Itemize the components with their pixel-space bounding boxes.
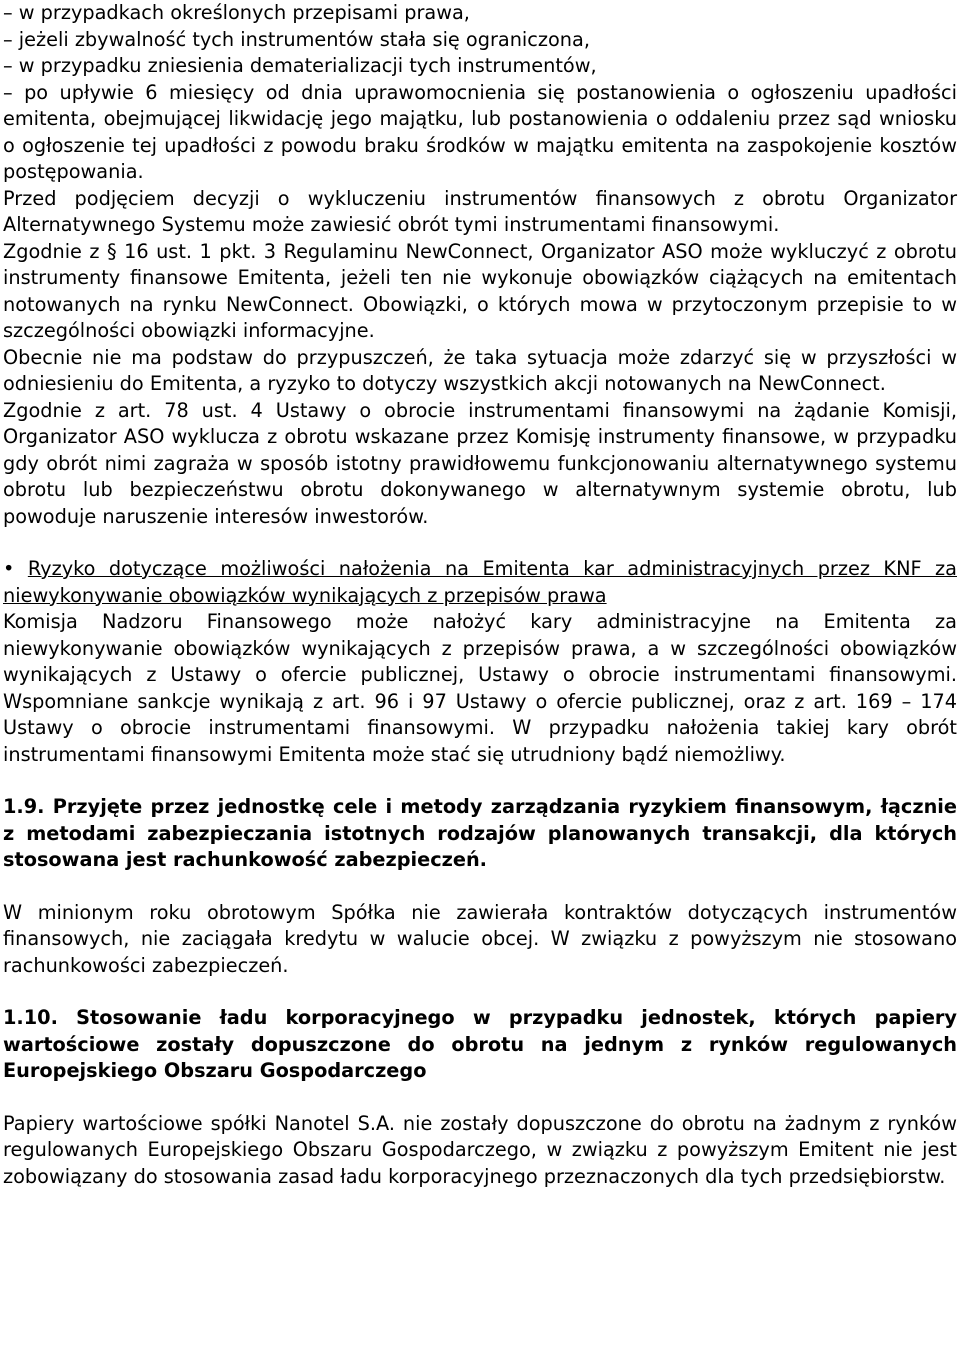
list-item: – jeżeli zbywalność tych instrumentów stała się ograniczona, [3, 27, 590, 51]
paragraph-assessment: Obecnie nie ma podstaw do przypuszczeń, że taka sytuacja może zdarzyć się w przyszłości w odniesieniu do Emitenta, a ryzyko to dotyczy wszystkich akcji notowanych na NewConnect. [3, 345, 957, 395]
spacer [3, 768, 957, 794]
list-item: – po upływie 6 miesięcy od dnia uprawomocnienia się postanowienia o ogłoszeniu upadłości emitenta, obejmującej likwidację jego majątku, lub postanowienia o oddaleniu przez sąd wniosku o ogłoszenie tej upadłości z powodu braku środków w majątku emitenta na zaspokojenie kosztów postępowania. [3, 80, 957, 183]
paragraph-regulation: Zgodnie z § 16 ust. 1 pkt. 3 Regulaminu NewConnect, Organizator ASO może wykluczyć z obrotu instrumenty finansowe Emitenta, jeżeli ten nie wykonuje obowiązków ciążących na emitentach notowanych na rynku NewConnect. Obowiązki, o których mowa w przytoczonym przepisie to w szczególności obowiązki informacyjne. [3, 239, 957, 342]
list-item: – w przypadku zniesienia dematerializacji tych instrumentów, [3, 54, 597, 77]
spacer [3, 979, 957, 1005]
section-heading-1-9: 1.9. Przyjęte przez jednostkę cele i metody zarządzania ryzykiem finansowym, łącznie z metodami zabezpieczania istotnych rodzajów planowanych transakcji, dla których stosowana jest rachunkowość zabezpieczeń. [3, 795, 957, 871]
spacer [3, 530, 957, 556]
spacer [3, 1085, 957, 1111]
list-item: – w przypadkach określonych przepisami prawa, [3, 1, 470, 24]
section-body-1-9: W minionym roku obrotowym Spółka nie zawierała kontraktów dotyczących instrumentów finansowych, nie zaciągała kredytu w walucie obcej. W związku z powyższym nie stosowano rachunkowości zabezpieczeń. [3, 900, 957, 977]
section-body-1-10: Papiery wartościowe spółki Nanotel S.A. nie zostały dopuszczone do obrotu na żadnym z rynków regulowanych Europejskiego Obszaru Gospodarczego, w związku z powyższym Emitent nie jest zobowiązany do stosowania zasad ładu korporacyjnego przeznaczonych dla tych przedsiębiorstw. [3, 1111, 957, 1188]
paragraph-act: Zgodnie z art. 78 ust. 4 Ustawy o obrocie instrumentami finansowymi na żądanie Komisji, Organizator ASO wyklucza z obrotu wskazane przez Komisję instrumenty finansowe, w przypadku gdy obrót nimi zagraża w sposób istotny prawidłowemu funkcjonowaniu alternatywnego systemu obrotu lub bezpieczeństwu obrotu dokonywanego w alternatywnym systemie obrotu, lub powoduje naruszenie interesów inwestorów. [3, 398, 957, 528]
risk-title [3, 556, 957, 609]
bullet-icon: • [3, 557, 15, 580]
paragraph-suspension: Przed podjęciem decyzji o wykluczeniu instrumentów finansowych z obrotu Organizator Alternatywnego Systemu może zawiesić obrót tymi instrumentami finansowymi. [3, 186, 957, 236]
section-heading-1-10: 1.10. Stosowanie ładu korporacyjnego w przypadku jednostek, których papiery wartościowe zostały dopuszczone do obrotu na jednym z rynków regulowanych Europejskiego Obszaru Gospodarczego [3, 1006, 957, 1082]
spacer [3, 874, 957, 900]
risk-title-text: Ryzyko dotyczące możliwości nałożenia na Emitenta kar administracyjnych przez KNF za niewykonywanie obowiązków wynikających z przepisów prawa [3, 557, 957, 607]
risk-body: Komisja Nadzoru Finansowego może nałożyć kary administracyjne na Emitenta za niewykonywanie obowiązków wynikających z przepisów prawa, a w szczególności obowiązków wynikających z Ustawy o ofercie publicznej, Ustawy o obrocie instrumentami finansowymi. Wspomniane sankcje wynikają z art. 96 i 97 Ustawy o ofercie publicznej, oraz z art. 169 – 174 Ustawy o obrocie instrumentami finansowymi. W przypadku nałożenia takiej kary obrót instrumentami finansowymi Emitenta może stać się utrudniony bądź niemożliwy. [3, 610, 957, 766]
